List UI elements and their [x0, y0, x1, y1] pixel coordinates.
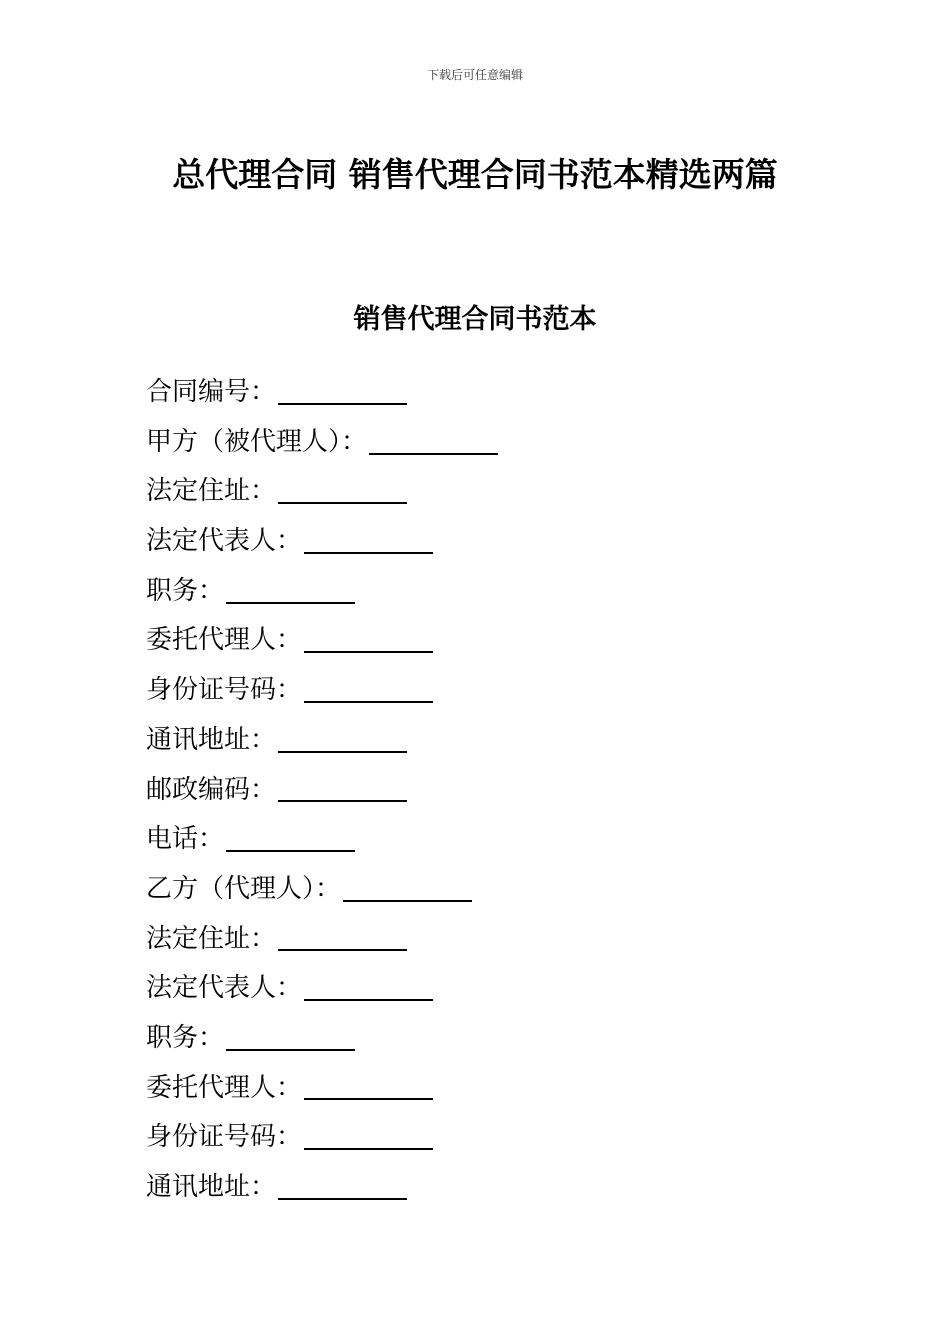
field-party-b-position	[146, 1014, 846, 1064]
blank-line[interactable]	[369, 423, 498, 455]
page-header-note: 下载后可任意编辑	[426, 68, 523, 82]
field-label: 通讯地址：	[146, 1172, 277, 1202]
blank-line[interactable]	[304, 621, 433, 653]
blank-line[interactable]	[278, 770, 407, 802]
field-label: 职务：	[146, 575, 225, 606]
field-party-b-agent	[146, 1064, 846, 1114]
field-label: 电话：	[146, 824, 225, 855]
section-title: 销售代理合同书范本	[353, 304, 597, 335]
field-label: 委托代理人：	[146, 625, 303, 656]
blank-line[interactable]	[278, 373, 407, 405]
blank-line[interactable]	[343, 870, 472, 902]
field-label: 邮政编码：	[146, 774, 277, 805]
blank-line[interactable]	[304, 671, 433, 703]
field-party-a-legal-rep	[146, 517, 846, 567]
blank-line[interactable]	[304, 522, 433, 554]
field-party-b-legal-rep	[146, 964, 846, 1014]
blank-line[interactable]	[226, 572, 355, 604]
field-label: 委托代理人：	[146, 1072, 303, 1103]
field-contract-number	[146, 368, 846, 418]
document-title: 总代理合同 销售代理合同书范本精选两篇	[172, 155, 778, 194]
blank-line[interactable]	[278, 721, 407, 753]
field-party-a-mail-address	[146, 716, 846, 766]
field-party-a-position	[146, 567, 846, 617]
blank-line[interactable]	[304, 1068, 433, 1100]
field-label: 乙方（代理人）：	[146, 873, 342, 904]
field-label: 身份证号码：	[146, 1122, 303, 1153]
field-party-b-id-number	[146, 1113, 846, 1163]
contract-fields	[146, 368, 846, 1213]
field-label: 职务：	[146, 1022, 225, 1053]
field-party-b	[146, 865, 846, 915]
field-label: 合同编号：	[146, 377, 277, 407]
blank-line[interactable]	[226, 820, 355, 852]
blank-line[interactable]	[304, 1118, 433, 1150]
field-party-b-address	[146, 915, 846, 965]
field-label: 法定代表人：	[146, 526, 303, 557]
field-party-a-address	[146, 467, 846, 517]
field-party-b-mail-address	[146, 1163, 846, 1213]
field-party-a-phone	[146, 815, 846, 865]
field-label: 通讯地址：	[146, 724, 277, 755]
field-party-a	[146, 418, 846, 468]
field-label: 身份证号码：	[146, 675, 303, 706]
field-label: 法定住址：	[146, 923, 277, 954]
field-label: 甲方（被代理人）：	[146, 426, 368, 457]
field-label: 法定代表人：	[146, 973, 303, 1004]
blank-line[interactable]	[304, 969, 433, 1001]
blank-line[interactable]	[278, 1168, 407, 1200]
field-party-a-agent	[146, 616, 846, 666]
blank-line[interactable]	[226, 1019, 355, 1051]
field-label: 法定住址：	[146, 476, 277, 507]
field-party-a-postal-code	[146, 766, 846, 816]
field-party-a-id-number	[146, 666, 846, 716]
blank-line[interactable]	[278, 472, 407, 504]
blank-line[interactable]	[278, 919, 407, 951]
